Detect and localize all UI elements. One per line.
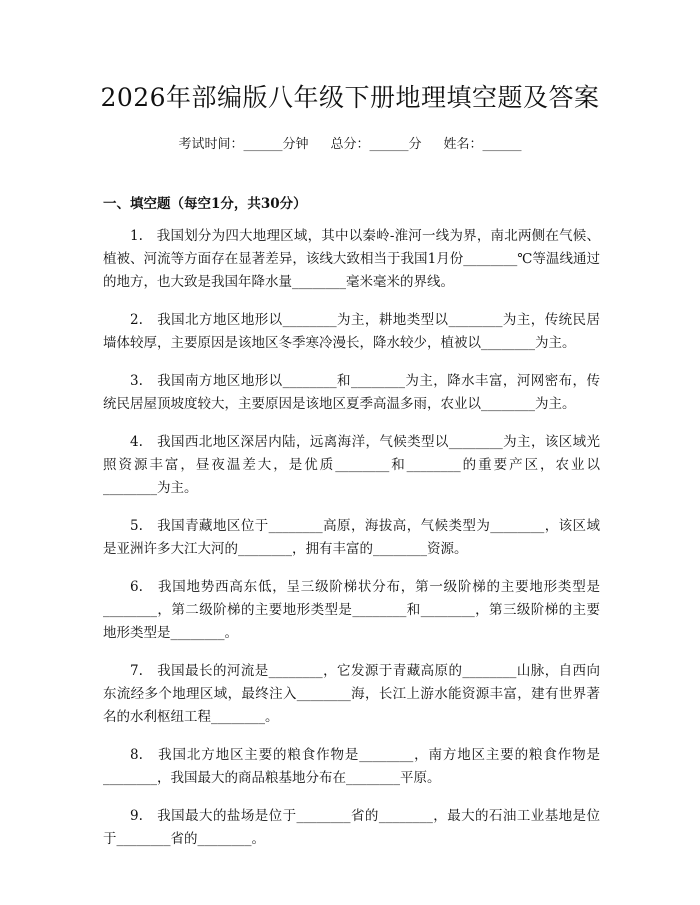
question-item: 7. 我国最长的河流是________，它发源于青藏高原的________山脉，自西向东流经多个地理区域，最终注入________海，长江上游水能资源丰富，建有世界著名的水利枢纽工程________。 bbox=[103, 663, 600, 725]
exam-time-field: 考试时间：______分钟 bbox=[178, 137, 309, 152]
question-item: 4. 我国西北地区深居内陆，远离海洋，气候类型以________为主，该区域光照资源丰富，昼夜温差大，是优质________和________的重要产区，农业以________为主。 bbox=[103, 434, 600, 496]
question-item: 5. 我国青藏地区位于________高原，海拔高，气候类型为________，该区域是亚洲许多大江大河的________，拥有丰富的________资源。 bbox=[103, 518, 600, 557]
question-item: 1. 我国划分为四大地理区域，其中以秦岭-淮河一线为界，南北两侧在气候、植被、河流等方面存在显著差异，该线大致相当于我国1月份________℃等温线通过的地方，也大致是我国年降水量________毫米毫米的界线。 bbox=[103, 228, 600, 290]
exam-meta bbox=[0, 133, 700, 152]
student-name-field: 姓名：______ bbox=[443, 137, 522, 152]
question-list bbox=[103, 225, 600, 866]
total-score-field: 总分：______分 bbox=[330, 137, 422, 152]
question-item: 8. 我国北方地区主要的粮食作物是________，南方地区主要的粮食作物是________，我国最大的商品粮基地分布在________平原。 bbox=[103, 747, 600, 786]
page-title: 2026年部编版八年级下册地理填空题及答案 bbox=[100, 83, 600, 112]
section-heading: 一、填空题（每空1分，共30分） bbox=[103, 196, 307, 212]
question-item: 2. 我国北方地区地形以________为主，耕地类型以________为主，传统民居墙体较厚，主要原因是该地区冬季寒冷漫长，降水较少，植被以________为主。 bbox=[103, 312, 600, 351]
question-item: 3. 我国南方地区地形以________和________为主，降水丰富，河网密布，传统民居屋顶坡度较大，主要原因是该地区夏季高温多雨，农业以________为主。 bbox=[103, 373, 600, 412]
question-item: 9. 我国最大的盐场是位于________省的________，最大的石油工业基地是位于________省的________。 bbox=[103, 808, 600, 847]
question-item: 6. 我国地势西高东低，呈三级阶梯状分布，第一级阶梯的主要地形类型是________，第二级阶梯的主要地形类型是________和________，第三级阶梯的主要地形类型是________。 bbox=[103, 579, 600, 641]
